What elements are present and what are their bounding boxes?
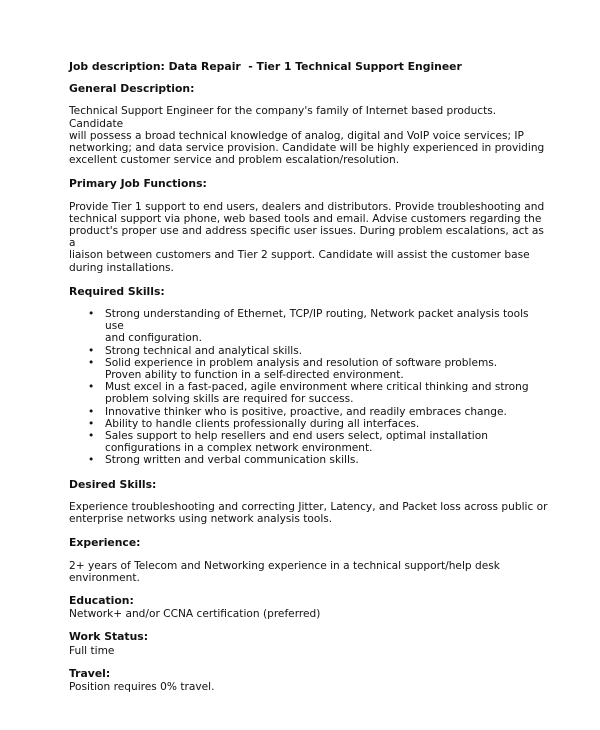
experience-heading: Experience: (69, 536, 141, 550)
work-status-heading: Work Status: (69, 630, 149, 644)
required-skills-heading: Required Skills: (69, 284, 165, 298)
primary-job-functions-section (69, 178, 549, 273)
document-title: Job description: Data Repair - Tier 1 Technical Support Engineer (69, 60, 462, 73)
experience-section (69, 537, 549, 584)
primary-job-functions-heading: Primary Job Functions: (69, 177, 207, 191)
education-heading: Education: (69, 593, 134, 607)
travel-heading: Travel: (69, 666, 111, 680)
desired-skills-heading: Desired Skills: (69, 477, 157, 491)
work-status-section (69, 631, 549, 656)
desired-skills-text: Experience troubleshooting and correcting Jitter, Latency, and Packet loss across public or enterprise networks using network analysis tools. (69, 500, 548, 526)
list-item (69, 381, 549, 405)
general-description-heading: General Description: (69, 82, 195, 96)
list-item-text: Strong technical and analytical skills. (105, 344, 303, 357)
bullet-icon: • (88, 430, 95, 443)
bullet-icon: • (88, 344, 95, 357)
list-item-text: Must excel in a fast-paced, agile environment where critical thinking and strong problem solving skills are required for success. (105, 381, 529, 406)
bullet-icon: • (88, 356, 95, 369)
list-item-text: Strong understanding of Ethernet, TCP/IP routing, Network packet analysis tools use and configuration. (105, 308, 529, 345)
experience-text: 2+ years of Telecom and Networking experience in a technical support/help desk environment. (69, 559, 500, 584)
list-item (69, 406, 549, 418)
bullet-icon: • (88, 454, 95, 467)
education-section (69, 595, 549, 620)
desired-skills-section (69, 479, 549, 526)
required-skills-section (69, 286, 549, 467)
list-item-text: Solid experience in problem analysis and resolution of software problems. Proven ability to function in a self-directed environment. (105, 356, 498, 382)
list-item-text: Strong written and verbal communication skills. (105, 454, 359, 467)
general-description-section (69, 83, 549, 166)
list-item (69, 357, 549, 381)
list-item-text: Innovative thinker who is positive, proactive, and readily embraces change. (105, 405, 507, 418)
list-item (69, 308, 549, 345)
list-item (69, 418, 549, 430)
travel-text: Position requires 0% travel. (69, 680, 215, 693)
list-item (69, 345, 549, 357)
bullet-icon: • (88, 417, 95, 430)
list-item-text: Ability to handle clients professionally during all interfaces. (105, 417, 420, 430)
general-description-text: Technical Support Engineer for the company's family of Internet based products. Candidate will possess a broad technical knowledge of analog, digital and VoIP voice services; IP networking; and data service provision. Candidate will be highly experienced in providing excellent customer service and problem escalation/resolution. (69, 105, 545, 167)
list-item-text: Sales support to help resellers and end users select, optimal installation configurations in a complex network environment. (105, 430, 488, 455)
list-item (69, 430, 549, 454)
bullet-icon: • (88, 308, 95, 321)
education-text: Network+ and/or CCNA certification (preferred) (69, 608, 321, 621)
travel-section (69, 668, 549, 693)
bullet-icon: • (88, 381, 95, 394)
required-skills-list (69, 308, 549, 467)
bullet-icon: • (88, 405, 95, 418)
list-item (69, 454, 549, 466)
primary-job-functions-text: Provide Tier 1 support to end users, dealers and distributors. Provide troubleshooting and technical support via phone, web based tools and email. Advise customers regarding the product's proper use and address specific user issues. During problem escalations, act as a liaison between customers and Tier 2 support. Candidate will assist the customer base during installations. (69, 200, 545, 274)
work-status-text: Full time (69, 644, 115, 657)
job-description (69, 61, 549, 705)
